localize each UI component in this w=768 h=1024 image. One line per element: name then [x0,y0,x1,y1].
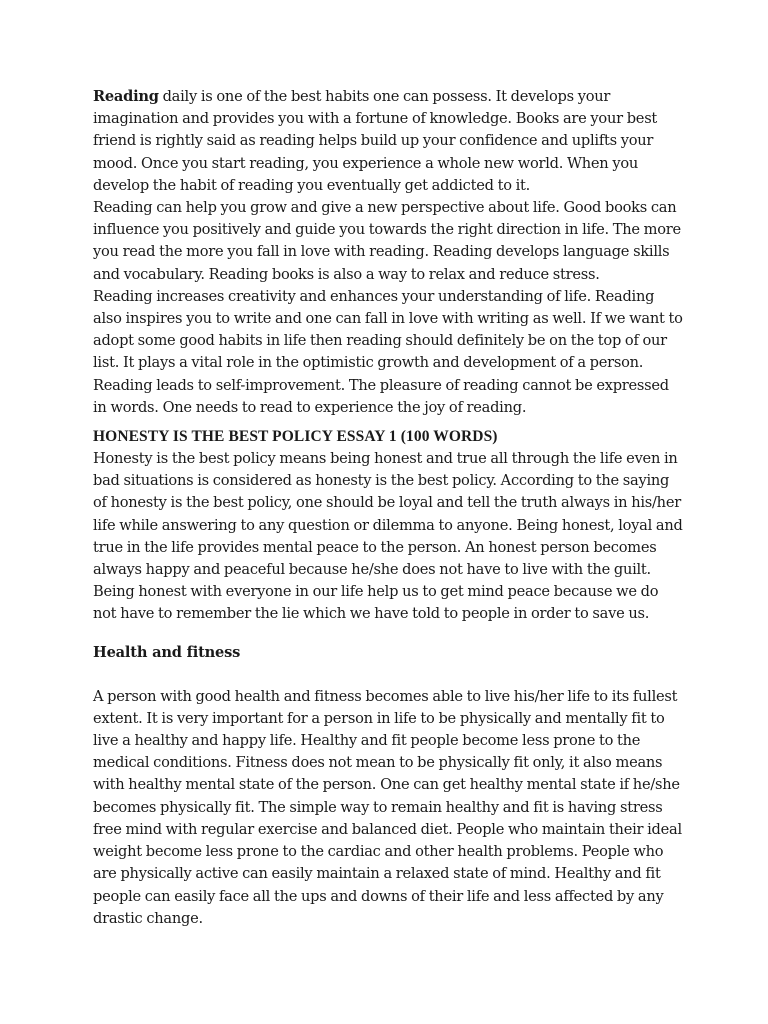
reading-paragraph-1-text: daily is one of the best habits one can possess. It develops your imagination and provides you with a fortune of knowledge. Books are your best friend is rightly said as reading helps build up your confidence and uplifts your mood. Once you start reading, you experience a whole new world. When you develop the habit of reading you eventually get addicted to it. [93,88,658,194]
document-page [93,86,683,930]
health-fitness-paragraph: A person with good health and fitness becomes able to live his/her life to its fullest extent. It is very important for a person in life to be physically and mentally fit to live a healthy and happy life. Healthy and fit people become less prone to the medical conditions. Fitness does not mean to be physically fit only, it also means with healthy mental state of the person. One can get healthy mental state if he/she becomes physically fit. The simple way to remain healthy and fit is having stress free mind with regular exercise and balanced diet. People who maintain their ideal weight become less prone to the cardiac and other health problems. People who are physically active can easily maintain a relaxed state of mind. Healthy and fit people can easily face all the ups and downs of their life and less affected by any drastic change. [93,687,682,927]
honesty-essay-title: HONESTY IS THE BEST POLICY ESSAY 1 (100 WORDS) [93,428,498,446]
health-fitness-heading: Health and fitness [93,643,241,661]
honesty-paragraph: Honesty is the best policy means being honest and true all through the life even in bad situations is considered as honesty is the best policy. According to the saying of honesty is the best policy, one should be loyal and tell the truth always in his/her life while answering to any question or dilemma to anyone. Being honest, loyal and true in the life provides mental peace to the person. An honest person becomes always happy and peaceful because he/she does not have to live with the guilt. Being honest with everyone in our life help us to get mind peace because we do not have to remember the lie which we have told to people in order to save us. [93,450,683,623]
reading-paragraph-2: Reading can help you grow and give a new perspective about life. Good books can influence you positively and guide you towards the right direction in life. The more you read the more you fall in love with reading. Reading develops language skills and vocabulary. Reading books is also a way to relax and reduce stress. [93,199,681,283]
reading-paragraph-1 [93,86,683,197]
reading-lead-word: Reading [93,88,159,105]
reading-paragraph-3: Reading increases creativity and enhances your understanding of life. Reading also inspires you to write and one can fall in love with writing as well. If we want to adopt some good habits in life then reading should definitely be on the top of our list. It plays a vital role in the optimistic growth and development of a person. Reading leads to self-improvement. The pleasure of reading cannot be expressed in words. One needs to read to experience the joy of reading. [93,287,683,416]
